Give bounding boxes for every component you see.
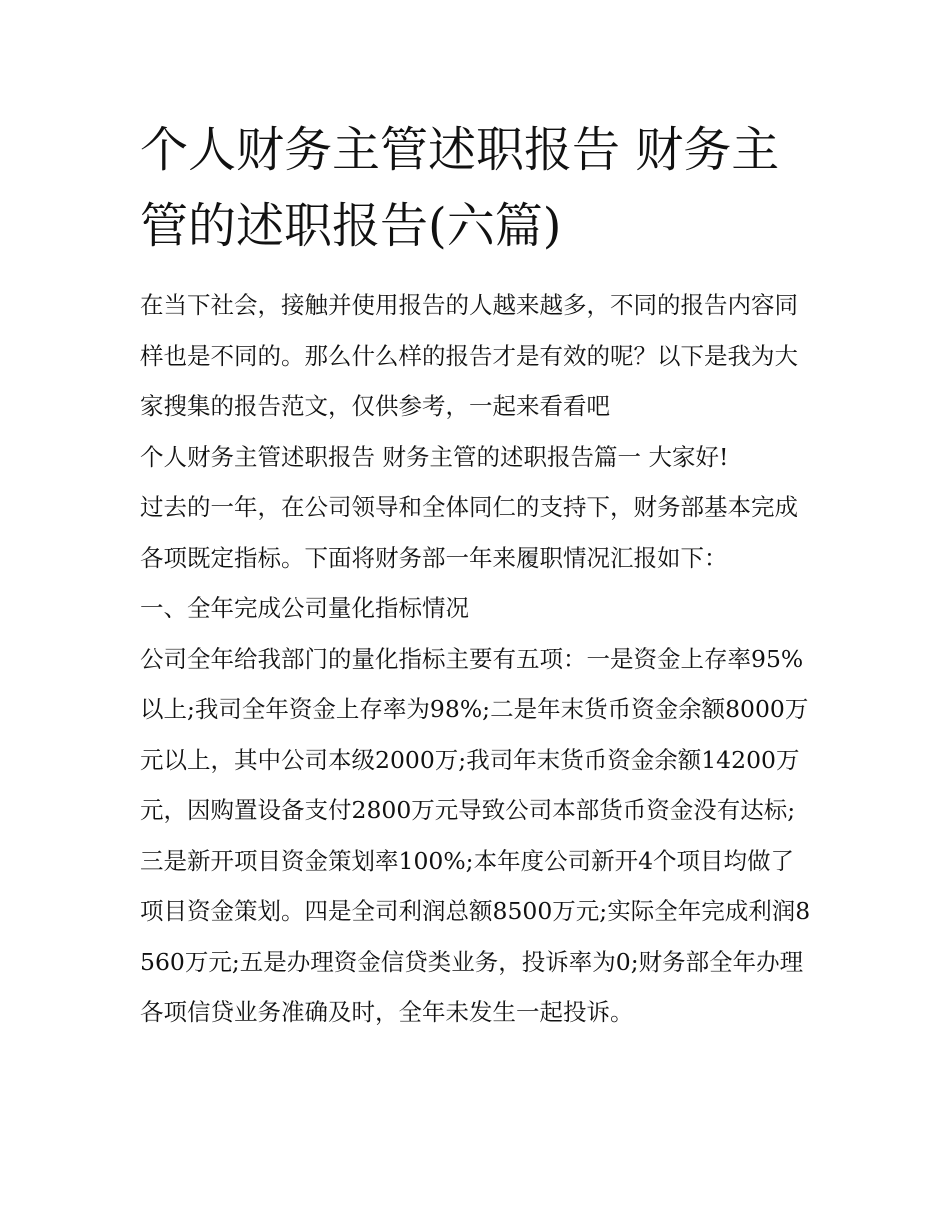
paragraph-overview: 过去的一年，在公司领导和全体同仁的支持下，财务部基本完成各项既定指标。下面将财务部一年来履职情况汇报如下： [140, 493, 798, 572]
section-heading: 一、全年完成公司量化指标情况 [140, 594, 469, 622]
paragraph-greeting: 个人财务主管述职报告 财务主管的述职报告篇一 大家好! [140, 442, 729, 471]
document-title: 个人财务主管述职报告 财务主管的述职报告(六篇) [140, 122, 780, 254]
paragraph-intro: 在当下社会，接触并使用报告的人越来越多，不同的报告内容同样也是不同的。那么什么样的报告才是有效的呢？以下是我为大家搜集的报告范文，仅供参考，一起来看看吧 [140, 291, 798, 420]
paragraph-indicators: 公司全年给我部门的量化指标主要有五项：一是资金上存率95%以上;我司全年资金上存率为98%;二是年末货币资金余额8000万元以上，其中公司本级2000万;我司年末货币资金余额14200万元，因购置设备支付2800万元导致公司本部货币资金没有达标;三是新开项目资金策划率100%;本年度公司新开4个项目均做了项目资金策划。四是全司利润总额8500万元;实际全年完成利润8560万元;五是办理资金信贷类业务，投诉率为0;财务部全年办理各项信贷业务准确及时，全年未发生一起投诉。 [140, 644, 811, 1026]
